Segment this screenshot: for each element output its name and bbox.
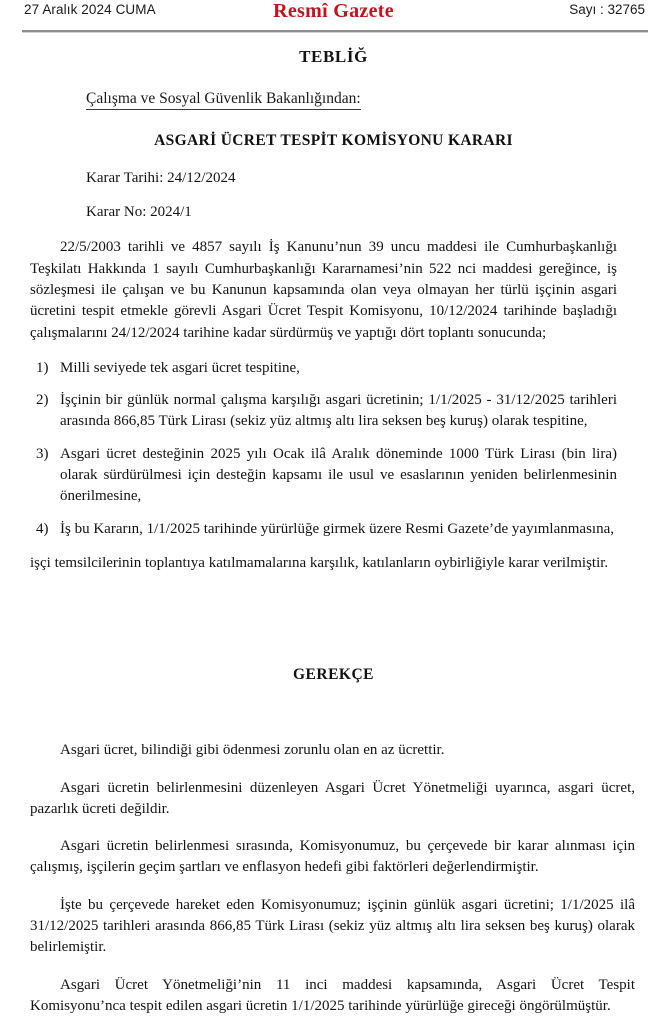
masthead-divider <box>22 30 648 33</box>
ministry-line-wrapper <box>0 67 667 110</box>
list-marker: 4) <box>36 520 49 537</box>
list-item-text: Asgari ücret desteğinin 2025 yılı Ocak ilâ Aralık döneminde 1000 Türk Lirası (bin lira) olarak sürdürülmesi için desteğin kapsamı ile usul ve esaslarının yeniden belirlenmesinin önerilmesine, <box>60 445 621 505</box>
list-marker: 1) <box>36 359 49 376</box>
issuing-ministry: Çalışma ve Sosyal Güvenlik Bakanlığından: <box>86 89 361 110</box>
closing-paragraph: işçi temsilcilerinin toplantıya katılmamalarına karşılık, katılanların oybirliğiyle karar verilmiştir. <box>30 554 609 571</box>
rationale-paragraph: İşte bu çerçevede hareket eden Komisyonumuz; işçinin günlük asgari ücretini; 1/1/2025 ilâ 31/12/2025 tarihleri arasında 866,85 Türk Lirası (sekiz yüz altmış altı lira seksen beş kuruş) olarak belirlemiştir. <box>30 896 639 956</box>
issue-number: Sayı : 32765 <box>569 2 645 17</box>
decision-body <box>0 170 667 343</box>
list-item <box>36 390 621 433</box>
list-item-text: İş bu Kararın, 1/1/2025 tarihinde yürürlüğe girmek üzere Resmi Gazete’de yayımlanmasına, <box>60 520 614 537</box>
list-item-text: İşçinin bir günlük normal çalışma karşılığı asgari ücretinin; 1/1/2025 - 31/12/2025 tarihleri arasında 866,85 Türk Lirası (sekiz yüz altmış altı lira seksen beş kuruş) olarak tespitine, <box>60 392 621 430</box>
list-item <box>36 358 617 379</box>
list-item <box>36 444 621 508</box>
decision-title: ASGARİ ÜCRET TESPİT KOMİSYONU KARARI <box>154 132 513 150</box>
list-item-text: Milli seviyede tek asgari ücret tespitine, <box>60 359 300 376</box>
decision-number: Karar No: 2024/1 <box>86 204 192 221</box>
preamble-paragraph: 22/5/2003 tarihli ve 4857 sayılı İş Kanunu’nun 39 uncu maddesi ile Cumhurbaşkanlığı Teşkilatı Hakkında 1 sayılı Cumhurbaşkanlığı Kararnamesi’nin 522 nci maddesi gereğince, iş sözleşmesi ile çalışan ve bu Kanunun kapsamında olan veya olmayan her türlü işçinin asgari ücretini tespit etmekle görevli Asgari Ücret Tespit Komisyonu, 10/12/2024 tarihinde başladığı çalışmalarını 24/12/2024 tarihine kadar sürdürmüş ve yaptığı dört toplantı sonucunda; <box>30 239 621 341</box>
publication-date: 27 Aralık 2024 CUMA <box>24 2 156 17</box>
gazette-title: Resmî Gazete <box>273 0 394 22</box>
list-marker: 3) <box>36 445 49 462</box>
rationale-heading: GEREKÇE <box>292 666 374 684</box>
rationale-body <box>0 740 667 1017</box>
document-type-heading: TEBLİĞ <box>299 47 368 66</box>
decision-date: Karar Tarihi: 24/12/2024 <box>86 170 236 187</box>
list-marker: 2) <box>36 392 49 409</box>
masthead <box>0 0 667 26</box>
resolution-list <box>0 358 667 540</box>
rationale-paragraph: Asgari ücretin belirlenmesi sırasında, Komisyonumuz, bu çerçevede bir karar alınması için çalışmış, işçilerin geçim şartları ve enflasyon hedefi gibi faktörleri değerlendirmiştir. <box>30 838 639 876</box>
rationale-paragraph: Asgari Ücret Yönetmeliği’nin 11 inci maddesi kapsamında, Asgari Ücret Tespit Komisyonu’nca tespit edilen asgari ücretin 1/1/2025 tarihinde yürürlüğe gireceği öngörülmüştür. <box>30 976 639 1014</box>
list-item <box>36 519 617 540</box>
rationale-paragraph: Asgari ücret, bilindiği gibi ödenmesi zorunlu olan en az ücrettir. <box>60 742 445 759</box>
rationale-paragraph: Asgari ücretin belirlenmesini düzenleyen Asgari Ücret Yönetmeliği uyarınca, asgari ücret, pazarlık ücreti değildir. <box>30 779 639 817</box>
